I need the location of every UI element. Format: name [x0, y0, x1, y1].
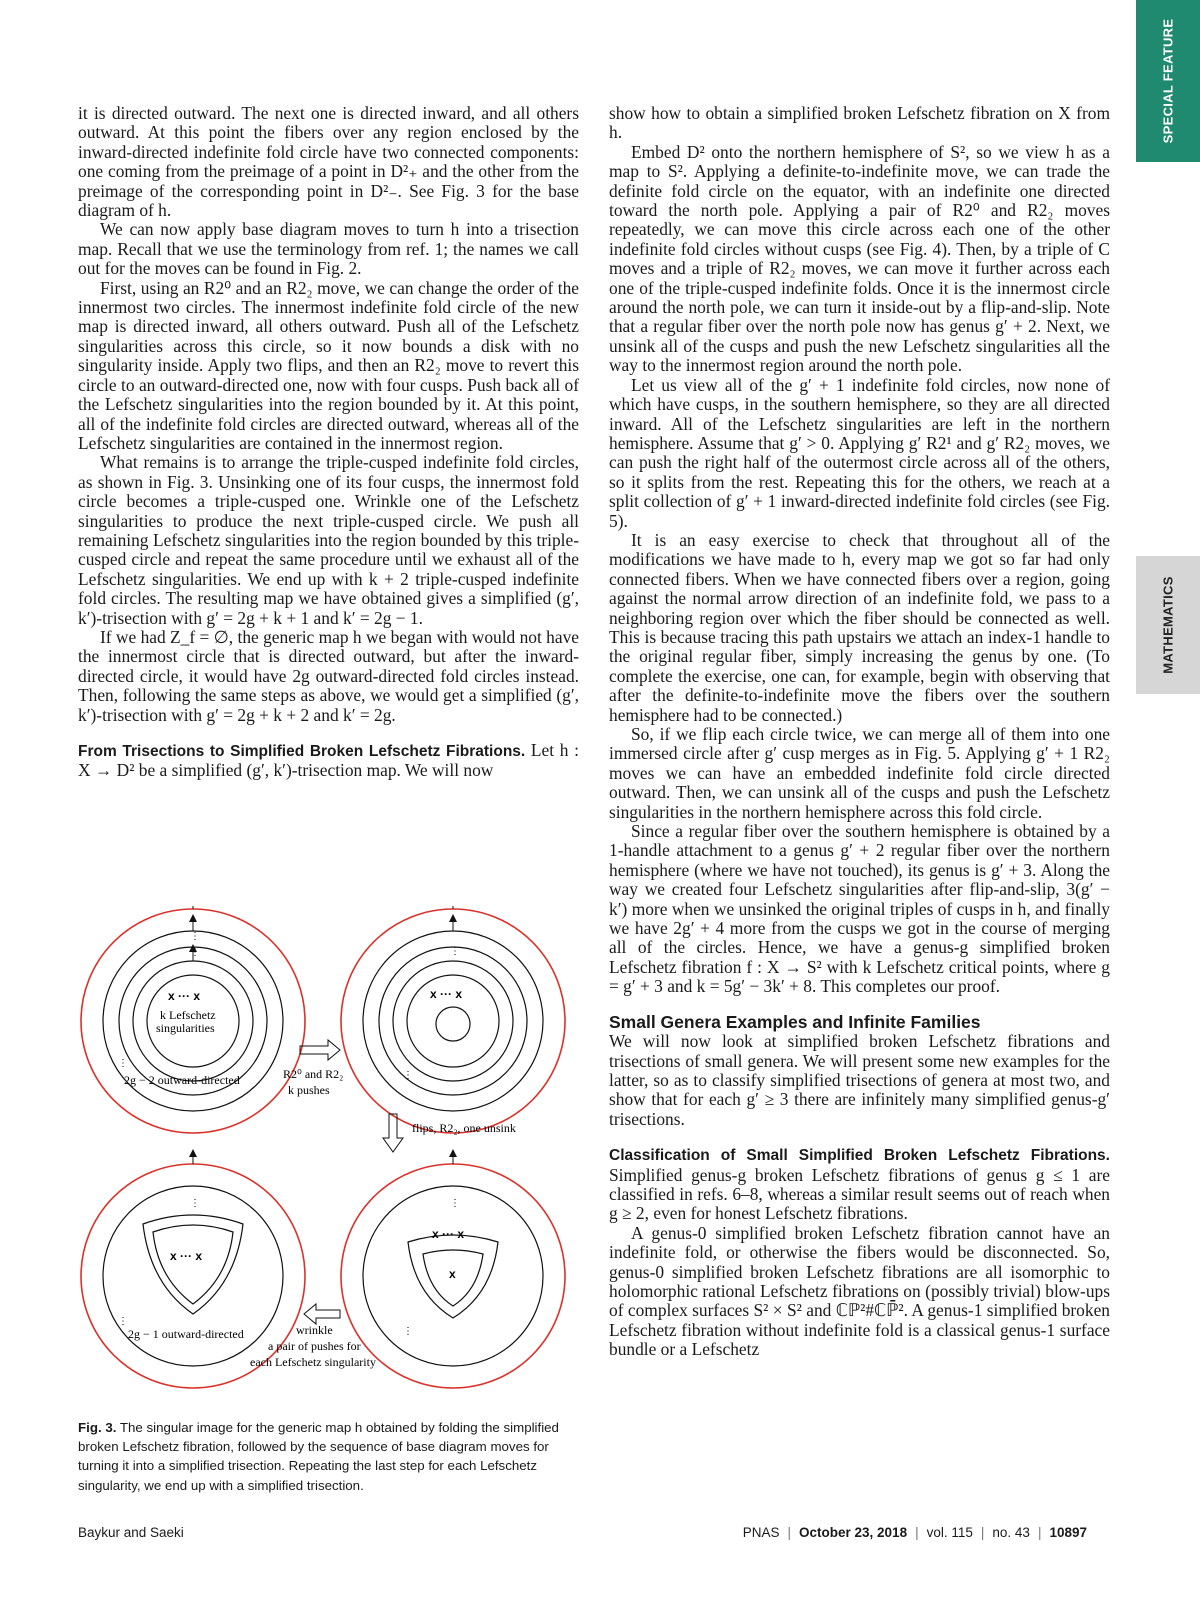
- panel3-out-text: 2g − 1 outward-directed: [128, 1327, 244, 1341]
- section-head-trisections: From Trisections to Simplified Broken Lefschetz Fibrations.: [78, 743, 526, 760]
- right-paragraph-8-text: Simplified genus-g broken Lefschetz fibrations of genus g ≤ 1 are classified in refs. 6–8, whereas a similar result seems out of reach when g ≥ 2, even for honest Lefschetz fibrations.: [609, 1164, 1110, 1224]
- footer-journal: PNAS: [742, 1525, 780, 1540]
- panel-1: [81, 906, 305, 1133]
- right-paragraph-2: Embed D² onto the northern hemisphere of S², so we view h as a map to S². Applying a definite-to-indefinite move, we can trade the definite fold circle on the equator, with an indefinite one directed toward the north pole. Applying a pair of R2⁰ and R2₂ moves repeatedly, we can move this circle across each one of the other indefinite fold circles without cusps (see Fig. 4). Then, by a triple of C moves and a triple of R2₂ moves, we can move it further across each one of the triple-cusped indefinite folds. Once it is the innermost circle around the north pole, we can turn it inside-out by a flip-and-slip. Note that a regular fiber over the north pole now has genus g′ + 2. Next, we unsink all of the cusps and push the new Lefschetz singularities all the way to the innermost region around the north pole.: [609, 141, 1110, 376]
- arrow-1: [283, 1040, 343, 1097]
- panel1-k-text: k Lefschetz: [160, 1008, 216, 1022]
- panel2-dots-text: x ··· x: [430, 987, 463, 1001]
- arrow2-text: flips, R2₂, one unsink: [412, 1121, 516, 1135]
- svg-text:⋮: ⋮: [403, 1070, 413, 1081]
- svg-text:⋮: ⋮: [190, 1198, 200, 1209]
- arrow-3: [250, 1304, 376, 1369]
- right-paragraph-5: So, if we flip each circle twice, we can merge all of them into one immersed circle after g′ cusp merges as in Fig. 5. Applying g′ + 1 R2₂ moves we can have an embedded indefinite fold circle directed outward. Then, we can unsink all of the cusps and push the Lefschetz singularities in the northern hemisphere across this fold circle.: [609, 724, 1110, 822]
- panel1-out-text: 2g − 2 outward-directed: [124, 1073, 240, 1087]
- arrow3-a-text: wrinkle: [296, 1323, 333, 1337]
- mathematics-tab: [1136, 556, 1200, 694]
- special-feature-label: SPECIAL FEATURE: [1160, 18, 1176, 144]
- section-title-small-genera: Small Genera Examples and Infinite Families: [609, 1011, 981, 1032]
- left-column: [78, 104, 579, 781]
- caption-label: Fig. 3.: [78, 1420, 117, 1435]
- svg-text:⋮: ⋮: [403, 1326, 413, 1337]
- arrow3-b-text: a pair of pushes for: [268, 1339, 361, 1353]
- panel-4: [341, 1153, 565, 1388]
- panel3-dots-text: x ··· x: [170, 1249, 203, 1263]
- right-paragraph-9: A genus-0 simplified broken Lefschetz fibration cannot have an indefinite fold, or otherwise the fibers would be disconnected. So, genus-0 simplified broken Lefschetz fibrations are all isomorphic to holomorphic rational Lefschetz fibrations on (possibly trivial) blow-ups of complex surfaces S² × S² and ℂℙ²#ℂℙ̄². A genus-1 simplified broken Lefschetz fibration without indefinite fold is a classical genus-1 surface bundle or a Lefschetz: [609, 1222, 1110, 1360]
- left-paragraph-3: First, using an R2⁰ and an R2₂ move, we can change the order of the innermost two circles. The innermost indefinite fold circle of the new map is directed inward, all others outward. Push all of the Lefschetz singularities across this circle, so it now bounds a disk with no singularity inside. Apply two flips, and then an R2₂ move to revert this circle to an outward-directed one, now with four cusps. Push back all of the Lefschetz singularities into the region bounded by it. At this point, all of the indefinite fold circles are directed outward, whereas all of the Lefschetz singularities are contained in the innermost region.: [78, 277, 579, 453]
- footer-issue: no. 43: [992, 1525, 1030, 1540]
- right-paragraph-4: It is an easy exercise to check that throughout all of the modifications we have made to h, every map we got so far had only connected fibers. When we have connected fibers over a region, going against the normal arrow direction of an indefinite fold, we pass to a neighboring region over which the fiber should be connected as well. This is because tracing this path upstairs we attach an index-1 handle to the original regular fiber, simply increasing the genus by one. (To complete the exercise, one can, for example, begin with observing that after the definite-to-indefinite move the fibers over the southern hemisphere had to be connected.): [609, 529, 1110, 725]
- panel1-dots-text: x ··· x: [168, 989, 201, 1003]
- right-paragraph-3: Let us view all of the g′ + 1 indefinite fold circles, now none of which have cusps, in the southern hemisphere, so they are all directed inward. All of the Lefschetz singularities are left in the northern hemisphere. Assume that g′ > 0. Applying g′ R2¹ and g′ R2₂ moves, we can push the right half of the outermost circle across all of the others, so it splits from the rest. Repeating this for the others, we reach at a split collection of g′ + 1 inward-directed indefinite fold circles (see Fig. 5).: [609, 374, 1110, 531]
- panel1-sing-text: singularities: [156, 1021, 215, 1035]
- section-head-classification: Classification of Small Simplified Broken Lefschetz Fibrations.: [609, 1147, 1110, 1165]
- footer-authors: Baykur and Saeki: [78, 1525, 184, 1540]
- svg-text:⋮: ⋮: [450, 1198, 460, 1209]
- arrow1-b-text: k pushes: [288, 1083, 330, 1097]
- left-paragraph-6-text: Let h : X → D² be a simplified (g′, k′)-trisection map. We will now: [78, 740, 579, 781]
- svg-text:⋮: ⋮: [190, 931, 200, 942]
- arrow-2: [383, 1114, 516, 1152]
- svg-text:⋮: ⋮: [190, 947, 200, 958]
- special-feature-tab: [1136, 0, 1200, 162]
- left-paragraph-5: If we had Z_f = ∅, the generic map h we began with would not have the innermost circle that is directed outward, but after the inward-directed circle, it would have 2g outward-directed fold circles instead. Then, following the same steps as above, we would get a simplified (g′, k′)-trisection with g′ = 2g + k + 2 and k′ = 2g.: [78, 626, 579, 725]
- mathematics-label: MATHEMATICS: [1160, 576, 1176, 674]
- figure-3-caption: [78, 1418, 579, 1495]
- svg-text:⋮: ⋮: [450, 946, 460, 957]
- right-paragraph-6: Since a regular fiber over the southern hemisphere is obtained by a 1-handle attachment to a genus g′ + 2 regular fiber over the northern hemisphere (where we have not touched), its genus is g′ + 3. Along the way we created four Lefschetz singularities after flip-and-slip, 3(g′ − k′) more when we unsinked the original triples of cusps in h, and finally we have 2g′ + 4 more from the cusps we got in the course of merging all of the circles. Hence, we have a genus-g simplified broken Lefschetz fibration f : X → S² with k Lefschetz critical points, where g = g′ + 3 and k = 5g′ − 3k′ + 8. This completes our proof.: [609, 821, 1110, 997]
- left-paragraph-6: [78, 741, 579, 781]
- svg-text:⋮: ⋮: [118, 1316, 128, 1327]
- right-paragraph-8: [609, 1145, 1110, 1224]
- left-paragraph-1: it is directed outward. The next one is directed inward, and all others outward. At this point the fibers over any region enclosed by the inward-directed indefinite fold circle have two connected components: one coming from the preimage of a point in D²₊ and the other from the preimage of the corresponding point in D²₋. See Fig. 3 for the base diagram of h.: [78, 103, 579, 221]
- right-column: [609, 104, 1110, 1360]
- right-paragraph-7: We will now look at simplified broken Lefschetz fibrations and trisections of small genera. We will present some new examples for the latter, so as to classify simplified trisections of genera at most two, and show that for each g′ ≥ 3 there are infinitely many simplified genus-g′ trisections.: [609, 1031, 1110, 1129]
- footer-citation: PNAS | October 23, 2018 | vol. 115 | no. 43 | 10897: [742, 1525, 1087, 1540]
- figure-3: [78, 906, 579, 1406]
- footer-page: 10897: [1049, 1525, 1087, 1540]
- right-paragraph-1: show how to obtain a simplified broken Lefschetz fibration on X from h.: [609, 103, 1110, 143]
- panel4-x-text: x: [449, 1267, 456, 1281]
- arrow3-c-text: each Lefschetz singularity: [250, 1355, 376, 1369]
- left-paragraph-2: We can now apply base diagram moves to turn h into a trisection map. Recall that we use the terminology from ref. 1; the names we call out for the moves can be found in Fig. 2.: [78, 219, 579, 279]
- footer-date: October 23, 2018: [799, 1525, 908, 1540]
- panel-2: [341, 906, 565, 1133]
- caption-text: The singular image for the generic map h obtained by folding the simplified broken Lefschetz fibration, followed by the sequence of base diagram moves for turning it into a simplified trisection. Repeating the last step for each Lefschetz singularity, we end up with a simplified trisection.: [78, 1420, 559, 1493]
- panel4-dots-text: x ··· x: [432, 1227, 465, 1241]
- left-paragraph-4: What remains is to arrange the triple-cusped indefinite fold circles, as shown in Fig. 3. Unsinking one of its four cusps, the innermost fold circle becomes a triple-cusped one. Wrinkle one of the Lefschetz singularities to produce the next triple-cusped circle. We push all remaining Lefschetz singularities into the region bounded by this triple-cusped circle and repeat the same procedure until we exhaust all of the Lefschetz singularities. We end up with k + 2 triple-cusped indefinite fold circles. The resulting map we have obtained gives a simplified (g′, k′)-trisection with g′ = 2g + k + 1 and k′ = 2g − 1.: [78, 452, 579, 628]
- arrow1-a-text: R2⁰ and R2₂: [283, 1067, 344, 1081]
- svg-text:⋮: ⋮: [118, 1058, 128, 1069]
- footer-volume: vol. 115: [926, 1525, 973, 1540]
